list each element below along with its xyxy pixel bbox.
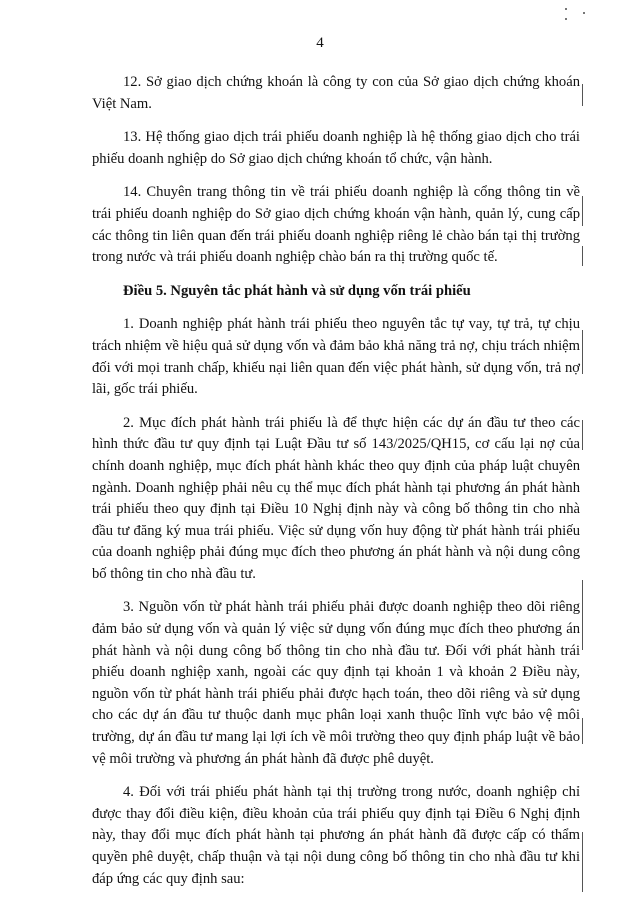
scan-edge-line xyxy=(582,84,583,106)
scan-mark xyxy=(565,18,567,20)
scan-edge-line xyxy=(582,246,583,266)
scan-edge-line xyxy=(582,196,583,226)
paragraph-12: 12. Sở giao dịch chứng khoán là công ty con của Sở giao dịch chứng khoán Việt Nam. xyxy=(92,74,580,112)
article-5-clause-3: 3. Nguồn vốn từ phát hành trái phiếu phải được doanh nghiệp theo dõi riêng đảm bảo sử dụng vốn và quản lý việc sử dụng vốn đúng mục đích theo phương án phát hành và nội dung công bố thông tin cho nhà đầu tư. Đối với phát hành trái phiếu doanh nghiệp xanh, ngoài các quy định tại khoản 1 và khoản 2 Điều này, nguồn vốn từ phát hành trái phiếu phải được hạch toán, theo dõi riêng và sử dụng cho các dự án đầu tư thuộc danh mục phân loại xanh thuộc lĩnh vực bảo vệ môi trường, dự án đầu tư mang lại lợi ích về môi trường theo quy định pháp luật về bảo vệ môi trường và phương án phát hành đã được phê duyệt. xyxy=(92,599,580,767)
article-5-heading: Điều 5. Nguyên tắc phát hành và sử dụng vốn trái phiếu xyxy=(123,282,471,299)
scan-edge-line xyxy=(582,718,583,744)
article-5-clause-4: 4. Đối với trái phiếu phát hành tại thị trường trong nước, doanh nghiệp chỉ được thay đổi điều kiện, điều khoản của trái phiếu quy định tại Điều 6 Nghị định này, thay đổi mục đích phát hành tại phương án phát hành đã được cấp có thẩm quyền phê duyệt, chấp thuận và tại nội dung công bố thông tin cho nhà đầu tư khi đáp ứng các quy định sau: xyxy=(92,784,580,887)
paragraph-14: 14. Chuyên trang thông tin về trái phiếu doanh nghiệp là cổng thông tin về trái phiếu doanh nghiệp do Sở giao dịch chứng khoán vận hành, quản lý, cung cấp các thông tin liên quan đến trái phiếu doanh nghiệp riêng lẻ chào bán tại thị trường trong nước và trái phiếu doanh nghiệp chào bán ra thị trường quốc tế. xyxy=(92,184,580,266)
scan-mark xyxy=(583,12,585,14)
paragraph-13: 13. Hệ thống giao dịch trái phiếu doanh nghiệp là hệ thống giao dịch cho trái phiếu doanh nghiệp do Sở giao dịch chứng khoán tổ chức, vận hành. xyxy=(92,129,580,167)
page-number: 4 xyxy=(316,35,324,51)
article-5-clause-1: 1. Doanh nghiệp phát hành trái phiếu theo nguyên tắc tự vay, tự trả, tự chịu trách nhiệm về hiệu quả sử dụng vốn và đảm bảo khả năng trả nợ, chịu trách nhiệm đối với mọi tranh chấp, khiếu nại liên quan đến việc phát hành, sử dụng vốn, trả nợ lãi, gốc trái phiếu. xyxy=(92,316,580,398)
document-body xyxy=(92,72,580,902)
scan-edge-line xyxy=(582,580,583,650)
article-5-clause-2: 2. Mục đích phát hành trái phiếu là để thực hiện các dự án đầu tư theo các hình thức đầu tư quy định tại Luật Đầu tư số 143/2025/QH15, cơ cấu lại nợ của chính doanh nghiệp, mục đích phát hành khác theo quy định của pháp luật chuyên ngành. Doanh nghiệp phải nêu cụ thể mục đích phát hành tại phương án phát hành trái phiếu theo quy định tại Điều 10 Nghị định này và công bố thông tin cho nhà đầu tư đăng ký mua trái phiếu. Việc sử dụng vốn huy động từ phát hành trái phiếu của doanh nghiệp phải đúng mục đích theo phương án phát hành và nội dung công bố thông tin cho nhà đầu tư. xyxy=(92,414,580,582)
scan-edge-line xyxy=(582,420,583,450)
scan-edge-line xyxy=(582,330,583,374)
scan-edge-line xyxy=(582,832,583,892)
scan-mark xyxy=(565,8,567,10)
